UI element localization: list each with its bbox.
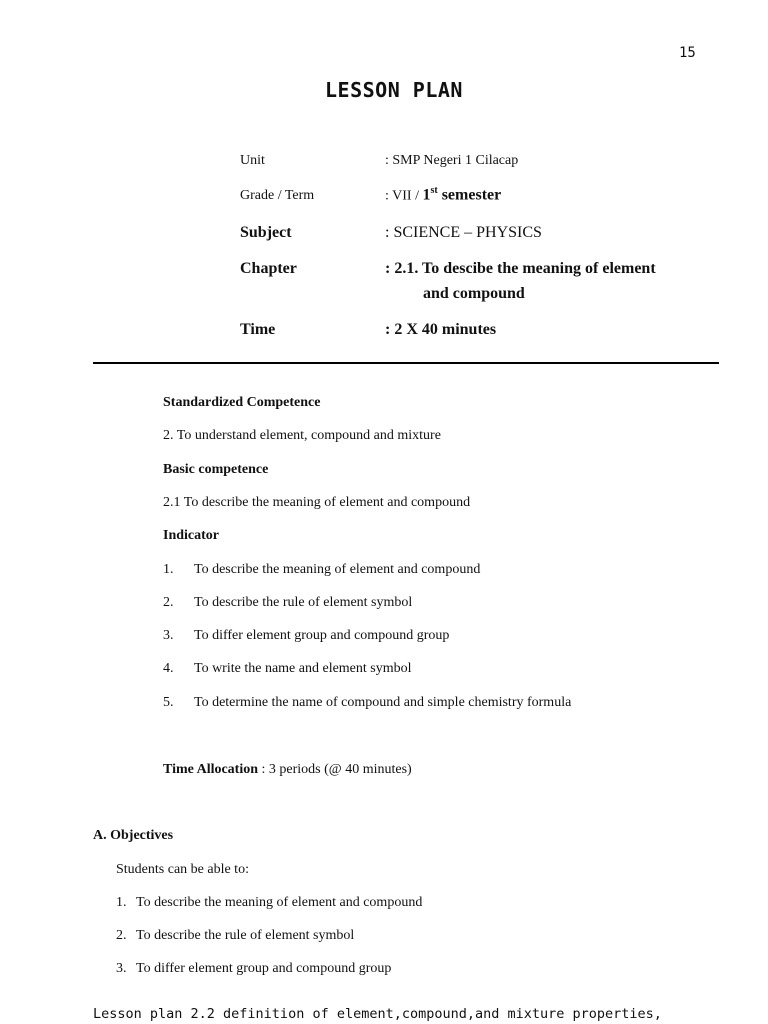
- time-allocation: [163, 762, 412, 778]
- list-item-number: 1.: [116, 895, 127, 910]
- standardized-competence-text: 2. To understand element, compound and mixture: [163, 428, 441, 443]
- list-item-number: 3.: [116, 961, 127, 976]
- grade-value-sup: st: [430, 185, 438, 196]
- document-title: LESSON PLAN: [325, 78, 463, 102]
- page-number: 15: [679, 45, 696, 61]
- list-item-number: 2.: [163, 595, 174, 610]
- objectives-heading: A. Objectives: [93, 828, 174, 843]
- indicator-heading: Indicator: [163, 528, 219, 543]
- time-value: : 2 X 40 minutes: [385, 321, 497, 338]
- objectives-intro: Students can be able to:: [116, 862, 249, 877]
- subject-label: Subject: [240, 224, 292, 241]
- time-label: Time: [240, 321, 276, 338]
- grade-value: [385, 185, 501, 204]
- list-item: To determine the name of compound and simple chemistry formula: [194, 695, 572, 710]
- grade-label: Grade / Term: [240, 188, 315, 203]
- list-item-number: 1.: [163, 562, 174, 577]
- header-divider: [93, 362, 719, 364]
- list-item-number: 4.: [163, 661, 174, 676]
- chapter-value-line1: : 2.1. To descibe the meaning of element: [385, 260, 656, 277]
- unit-label: Unit: [240, 153, 265, 168]
- unit-value: : SMP Negeri 1 Cilacap: [385, 153, 519, 168]
- basic-competence-text: 2.1 To describe the meaning of element and compound: [163, 495, 471, 510]
- grade-value-number: 1: [422, 186, 431, 204]
- time-allocation-label: Time Allocation: [163, 762, 259, 777]
- list-item: To describe the meaning of element and compound: [194, 562, 481, 577]
- standardized-competence-heading: Standardized Competence: [163, 395, 321, 410]
- subject-value: : SCIENCE – PHYSICS: [385, 224, 542, 241]
- list-item: To write the name and element symbol: [194, 661, 412, 676]
- chapter-value-line2: and compound: [423, 285, 525, 302]
- chapter-label: Chapter: [240, 260, 297, 277]
- list-item: To differ element group and compound group: [194, 628, 450, 643]
- list-item: To describe the rule of element symbol: [194, 595, 413, 610]
- grade-value-prefix: : VII /: [385, 188, 423, 204]
- list-item: To describe the rule of element symbol: [136, 928, 355, 943]
- list-item: To differ element group and compound group: [136, 961, 392, 976]
- document-caption: Lesson plan 2.2 definition of element,compound,and mixture properties,: [93, 1006, 662, 1022]
- basic-competence-heading: Basic competence: [163, 462, 269, 477]
- grade-value-suffix: semester: [437, 186, 502, 204]
- time-allocation-value: : 3 periods (@ 40 minutes): [258, 762, 412, 777]
- list-item: To describe the meaning of element and compound: [136, 895, 423, 910]
- list-item-number: 3.: [163, 628, 174, 643]
- list-item-number: 5.: [163, 695, 174, 710]
- list-item-number: 2.: [116, 928, 127, 943]
